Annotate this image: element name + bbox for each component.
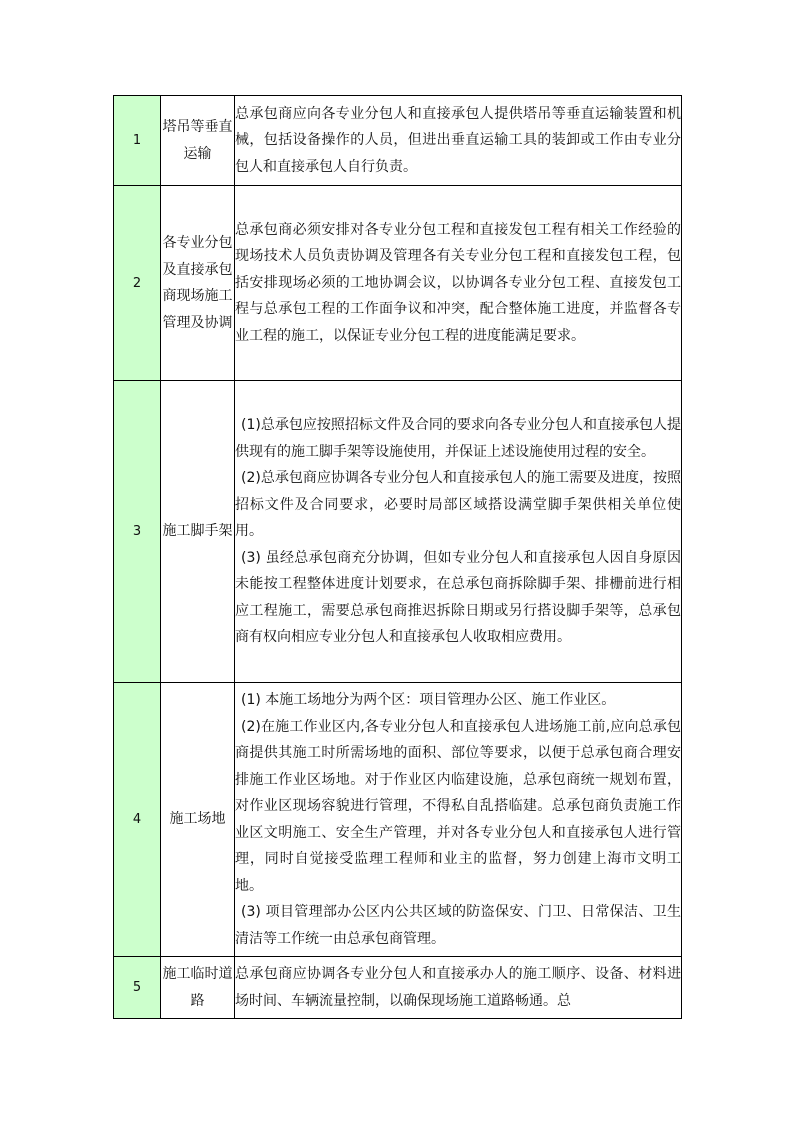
- item-content: [235, 186, 682, 381]
- row-number: 2: [114, 186, 161, 381]
- item-label: 施工临时道路: [161, 957, 235, 1019]
- table-row: [114, 186, 682, 381]
- table-row: [114, 96, 682, 186]
- content-paragraph: (3) 虽经总承包商充分协调，但如专业分包人和直接承包人因自身原因未能按工程整体进度计划要求，在总承包商拆除脚手架、排栅前进行相应工程施工，需要总承包商推迟拆除日期或另行搭设脚手架等，总承包商有权向相应专业分包人和直接承包人收取相应费用。: [235, 549, 681, 646]
- content-paragraph: 总承包商应协调各专业分包人和直接承办人的施工顺序、设备、材料进场时间、车辆流量控制，以确保现场施工道路畅通。总: [235, 966, 681, 1009]
- row-number: 1: [114, 96, 161, 186]
- row-number: 5: [114, 957, 161, 1019]
- content-paragraph: 总承包商必须安排对各专业分包工程和直接发包工程有相关工作经验的现场技术人员负责协调及管理各有关专业分包工程和直接发包工程，包括安排现场必须的工地协调会议，以协调各专业分包工程、直接发包工程与总承包工程的工作面争议和冲突，配合整体施工进度，并监督各专业工程的施工，以保证专业分包工程的进度能满足要求。: [235, 221, 681, 344]
- row-number: 4: [114, 683, 161, 957]
- content-paragraph: (1)总承包应按照招标文件及合同的要求向各专业分包人和直接承包人提供现有的施工脚手架等设施使用，并保证上述设施使用过程的安全。: [235, 417, 681, 460]
- content-paragraph: (2)在施工作业区内,各专业分包人和直接承包人进场施工前,应向总承包商提供其施工时所需场地的面积、部位等要求，以便于总承包商合理安排施工作业区场地。对于作业区内临建设施，总承包商统一规划布置，对作业区现场容貌进行管理，不得私自乱搭临建。总承包商负责施工作业区文明施工、安全生产管理，并对各专业分包人和直接承包人进行管理，同时自觉接受监理工程师和业主的监督，努力创建上海市文明工地。: [235, 718, 681, 894]
- row-number: 3: [114, 381, 161, 683]
- content-paragraph: (3) 项目管理部办公区内公共区域的防盗保安、门卫、日常保洁、卫生清洁等工作统一由总承包商管理。: [235, 904, 681, 947]
- item-label: 施工场地: [161, 683, 235, 957]
- table-row: [114, 683, 682, 957]
- table-row: [114, 957, 682, 1019]
- item-label: 各专业分包及直接承包商现场施工管理及协调: [161, 186, 235, 381]
- item-label: 塔吊等垂直运输: [161, 96, 235, 186]
- content-paragraph: 总承包商应向各专业分包人和直接承包人提供塔吊等垂直运输装置和机械，包括设备操作的人员，但进出垂直运输工具的装卸或工作由专业分包人和直接承包人自行负责。: [235, 105, 681, 175]
- table-row: [114, 381, 682, 683]
- content-paragraph: (2)总承包商应协调各专业分包人和直接承包人的施工需要及进度，按照招标文件及合同要求，必要时局部区域搭设满堂脚手架供相关单位使用。: [235, 470, 681, 540]
- item-content: [235, 683, 682, 957]
- item-content: [235, 381, 682, 683]
- item-label: 施工脚手架: [161, 381, 235, 683]
- item-content: [235, 957, 682, 1019]
- item-content: [235, 96, 682, 186]
- content-paragraph: (1) 本施工场地分为两个区：项目管理办公区、施工作业区。: [241, 692, 616, 708]
- responsibility-table: [113, 95, 682, 1019]
